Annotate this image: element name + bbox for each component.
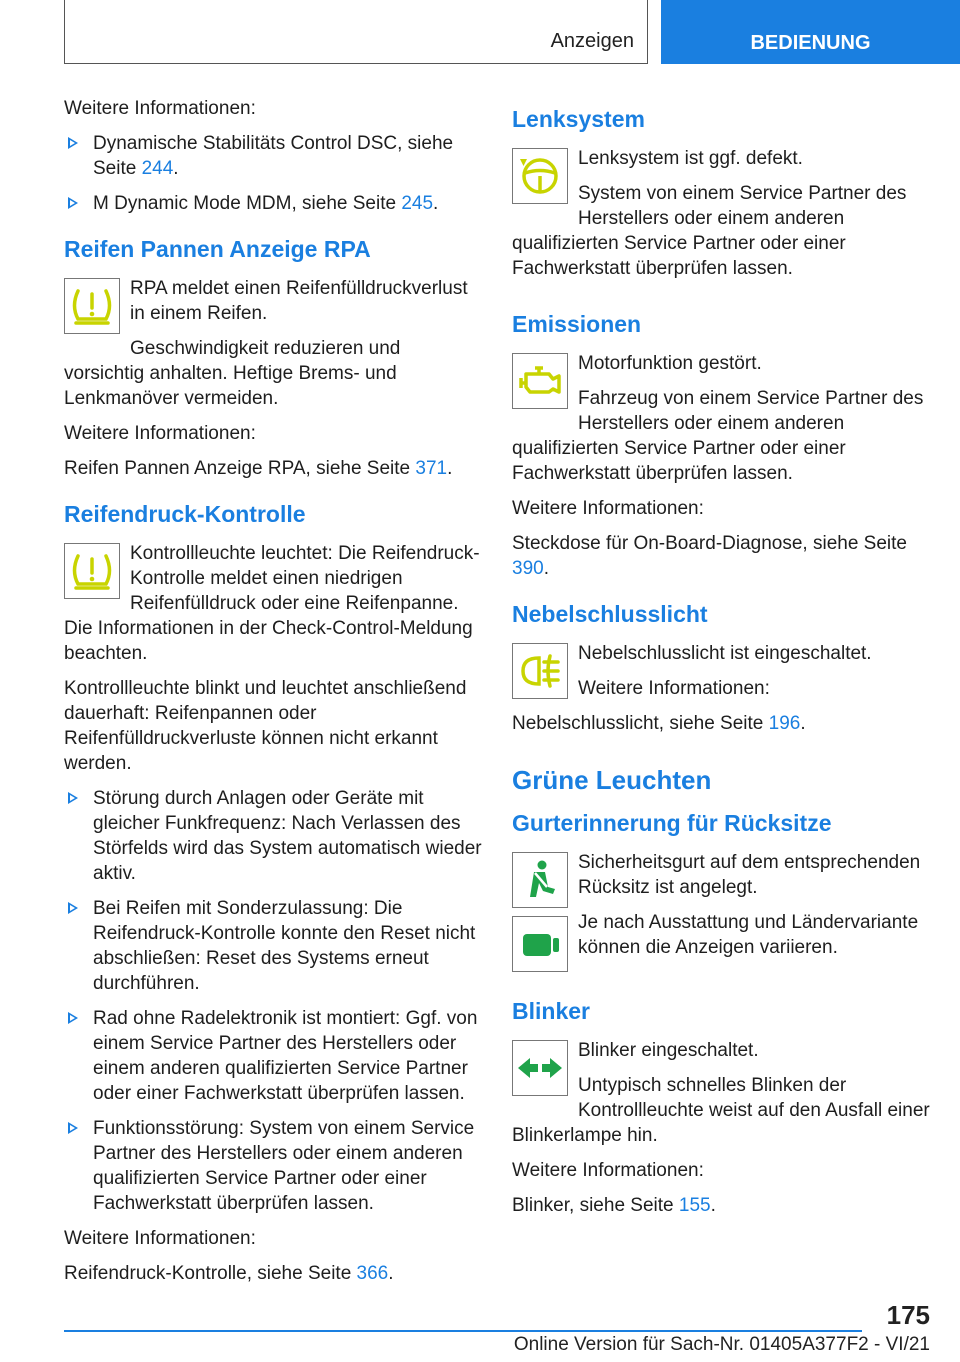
list-item: Dynamische Stabilitäts Control DSC, siehe Seite 244. [64,131,484,181]
rpa-block [64,276,484,421]
list-item: Rad ohne Radelektronik ist montiert: Ggf. von einem Service Partner des Herstellers oder einem anderen qualifizierten Service Partner oder einer Fachwerkstatt überprüfen lassen. [64,1006,484,1106]
section-heading-emissionen: Emissionen [512,311,642,337]
lenk-text-2: System von einem Service Partner des Herstellers oder einem anderen qualifizierten Service Partner oder einer Fachwerkstatt überprüfen lassen. [512,183,907,279]
header-section-title: Anzeigen [550,30,634,52]
steering-wheel-warning-icon [512,148,568,204]
rear-fog-light-icon [512,643,568,699]
lenk-block [512,146,932,291]
info-list [64,131,484,216]
nebel-text-1: Nebelschlusslicht ist eingeschaltet. [578,643,872,664]
gurt-block [512,850,932,978]
section-heading-rdk: Reifendruck-Kontrolle [64,501,306,527]
section-heading-gurterinnerung: Gurterinnerung für Rücksitze [512,810,832,836]
info-label: Weitere Informationen: [64,98,256,119]
engine-warning-icon [512,353,568,409]
page-link[interactable]: 371 [415,458,448,479]
page-link[interactable]: 390 [512,558,544,579]
info-label: Weitere Informationen: [512,498,704,519]
gurt-icons [512,850,578,978]
gurt-text-1: Sicherheitsgurt auf dem entsprechenden Rücksitz ist angelegt. [578,852,921,898]
blinker-text-1: Blinker eingeschaltet. [578,1040,759,1061]
footer-version-text: Online Version für Sach-Nr. 01405A377F2 - VI/21 [513,1334,930,1355]
info-label: Weitere Informationen: [578,678,770,699]
rdk-text-2: Kontrollleuchte blinkt und leuchtet anschließend dauerhaft: Reifenpannen oder Reifenfülldruckverluste können nicht erkannt werden. [64,678,467,774]
rdk-text-1: Kontrollleuchte leuchtet: Die Reifendruck-Kontrolle meldet einen niedrigen Reifenfülldruck oder eine Reifenpanne. Die Informationen in der Check-Control-Meldung beachten. [64,543,480,664]
rpa-text-2: Geschwindigkeit reduzieren und vorsichtig anhalten. Heftige Brems- und Lenkmanöver vermeiden. [64,338,401,409]
list-item: M Dynamic Mode MDM, siehe Seite 245. [64,191,484,216]
rdk-block [64,541,484,676]
info-reference: Reifen Pannen Anzeige RPA, siehe Seite 371. [64,458,453,479]
info-reference: Reifendruck-Kontrolle, siehe Seite 366. [64,1263,394,1284]
nebel-block [512,641,932,746]
rdk-list [64,786,484,1216]
turn-signal-arrows-icon [512,1040,568,1096]
info-reference: Nebelschlusslicht, siehe Seite 196. [512,713,806,734]
section-heading-gruene-leuchten: Grüne Leuchten [512,765,712,795]
section-heading-rpa: Reifen Pannen Anzeige RPA [64,236,371,262]
tire-pressure-warning-icon [64,278,120,334]
gurt-text-2: Je nach Ausstattung und Ländervariante können die Anzeigen variieren. [578,912,919,958]
right-column [512,96,932,1228]
section-heading-nebelschlusslicht: Nebelschlusslicht [512,601,708,627]
left-column [64,96,484,1296]
page-link[interactable]: 245 [401,193,434,214]
footer-divider [64,1330,862,1332]
emis-block [512,351,932,496]
section-heading-lenksystem: Lenksystem [512,106,645,132]
page-number: 175 [886,1300,930,1330]
section-heading-blinker: Blinker [512,998,590,1024]
blinker-text-2: Untypisch schnelles Blinken der Kontrollleuchte weist auf den Ausfall einer Blinkerlampe hin. [512,1075,930,1146]
seat-indicator-icon [512,916,568,972]
info-label: Weitere Informationen: [512,1160,704,1181]
seatbelt-person-icon [512,852,568,908]
page-link[interactable]: 366 [356,1263,389,1284]
rpa-text-1: RPA meldet einen Reifenfülldruckverlust in einem Reifen. [130,278,468,324]
page-link[interactable]: 155 [678,1195,711,1216]
list-item: Funktionsstörung: System von einem Service Partner des Herstellers oder einem anderen qualifizierten Service Partner oder einer Fachwerkstatt überprüfen lassen. [64,1116,484,1216]
tire-pressure-warning-icon [64,543,120,599]
info-reference: Blinker, siehe Seite 155. [512,1195,716,1216]
blinker-block [512,1038,932,1158]
header-chapter-tab: BEDIENUNG [661,0,960,64]
info-label: Weitere Informationen: [64,423,256,444]
emis-text-1: Motorfunktion gestört. [578,353,762,374]
page-link[interactable]: 244 [141,158,174,179]
info-reference: Steckdose für On-Board-Diagnose, siehe Seite 390. [512,533,907,579]
list-item: Störung durch Anlagen oder Geräte mit gleicher Funkfrequenz: Nach Verlassen des Störfelds wird das System automatisch wieder aktiv. [64,786,484,886]
lenk-text-1: Lenksystem ist ggf. defekt. [578,148,803,169]
info-label: Weitere Informationen: [64,1228,256,1249]
emis-text-2: Fahrzeug von einem Service Partner des Herstellers oder einem anderen qualifizierten Service Partner oder einer Fachwerkstatt überprüfen lassen. [512,388,924,484]
list-item: Bei Reifen mit Sonderzulassung: Die Reifendruck-Kontrolle konnte den Reset nicht abschließen: Reset des Systems erneut durchführen. [64,896,484,996]
page-link[interactable]: 196 [768,713,801,734]
